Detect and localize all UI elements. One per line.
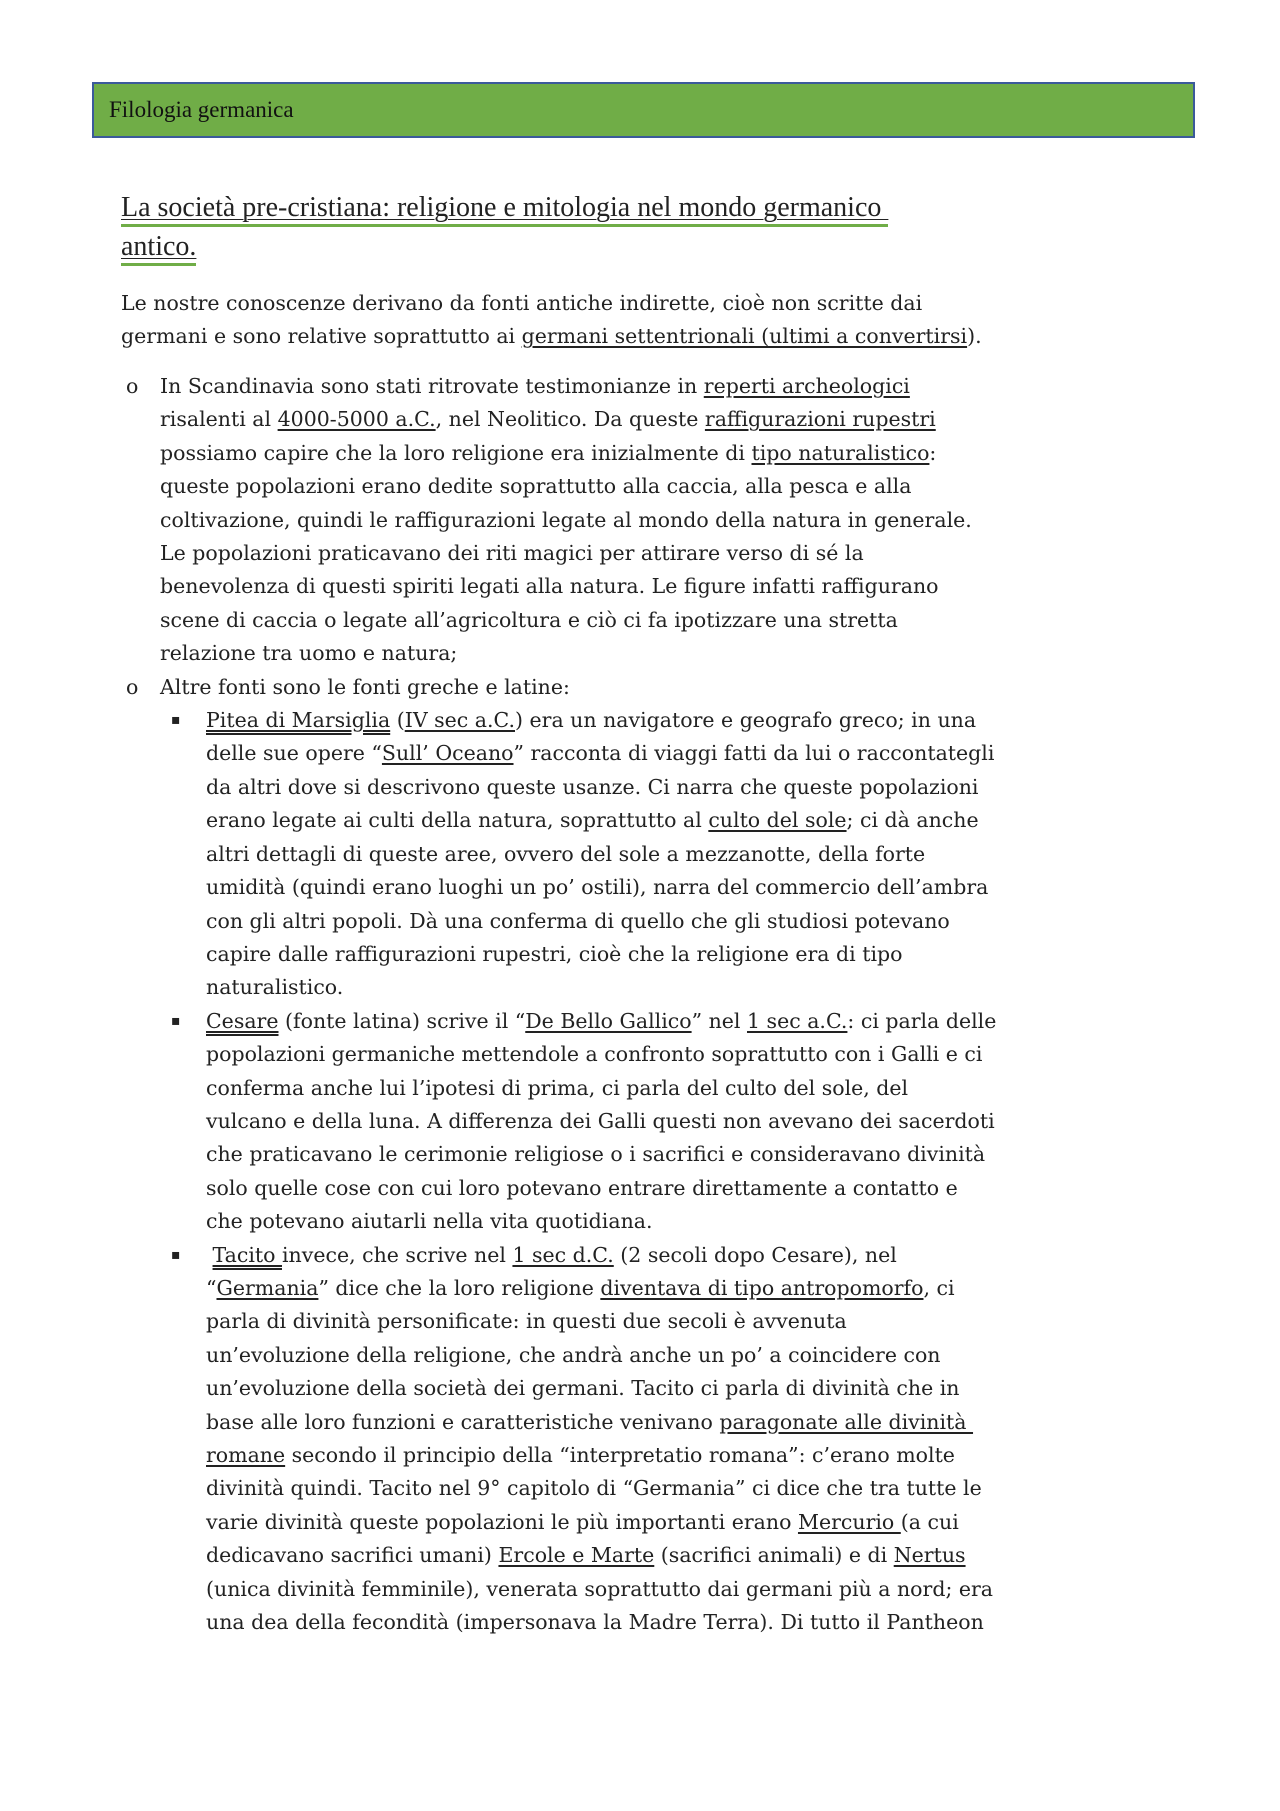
text-run: delle sue opere “ (206, 741, 382, 766)
underlined-text: Ercole e Marte (498, 1543, 655, 1568)
text-run: ) era un navigatore e geografo greco; in una (515, 708, 977, 733)
underlined-text: Cesare (206, 1008, 279, 1033)
text-line (160, 671, 1221, 704)
underlined-text: De Bello Gallico (525, 1008, 692, 1033)
text-run: vulcano e della luna. A differenza dei Galli questi non avevano dei sacerdoti (206, 1108, 995, 1133)
underlined-text: Tacito (212, 1242, 282, 1267)
text-line (160, 370, 1221, 403)
list-item (121, 1005, 1221, 1239)
text-line (206, 737, 1221, 770)
text-run: erano legate ai culti della natura, soprattutto al (206, 808, 709, 833)
underlined-text: Sull’ Oceano (381, 741, 514, 766)
text-line (206, 1239, 1221, 1272)
text-run: capire dalle raffigurazioni rupestri, cioè che la religione era di tipo (206, 941, 903, 966)
text-run: germani e sono relative soprattutto ai (121, 324, 522, 349)
underlined-text: reperti archeologici (703, 374, 910, 398)
text-run: parla di divinità personificate: in questi due secoli è avvenuta (206, 1309, 847, 1334)
text-run: naturalistico. (206, 975, 344, 1000)
text-line (160, 537, 1221, 570)
text-line (206, 1406, 1221, 1439)
text-run: Altre fonti sono le fonti greche e latine: (160, 674, 570, 699)
text-run: ; ci dà anche (846, 808, 979, 833)
square-bullet-icon: ▪ (171, 1012, 181, 1029)
text-run: , ci (923, 1275, 955, 1300)
text-line (160, 504, 1221, 537)
underlined-text: 1 sec d.C. (512, 1242, 614, 1267)
text-line (206, 1072, 1221, 1105)
text-line (206, 1305, 1221, 1338)
text-run: una dea della fecondità (impersonava la Madre Terra). Di tutto il Pantheon (206, 1610, 984, 1635)
text-run: “ (206, 1275, 217, 1300)
underlined-text: diventava di tipo antropomorfo (600, 1275, 924, 1300)
section-title-line: La società pre-cristiana: religione e mitologia nel mondo germanico (121, 192, 888, 227)
text-line (160, 604, 1221, 637)
text-line (121, 287, 982, 320)
text-line (206, 1539, 1221, 1572)
text-line (206, 1272, 1221, 1305)
text-run: (2 secoli dopo Cesare), nel (613, 1242, 897, 1267)
text-line (206, 1439, 1221, 1472)
text-line (206, 871, 1221, 904)
section-title-line: antico. (121, 231, 196, 266)
underlined-text: culto del sole (708, 808, 847, 833)
text-run: (sacrifici animali) e di (654, 1543, 894, 1568)
text-line (206, 905, 1221, 938)
text-line (206, 838, 1221, 871)
underlined-text: 4000-5000 a.C. (277, 407, 436, 432)
underlined-text: Mercurio (797, 1509, 901, 1534)
text-run: ( (390, 708, 405, 733)
text-line (160, 637, 1221, 670)
text-line (206, 771, 1221, 804)
text-line (160, 470, 1221, 503)
text-run: In Scandinavia sono stati ritrovate testimonianze in (160, 374, 704, 398)
text-run: solo quelle cose con cui loro potevano entrare direttamente a contatto e (206, 1175, 958, 1200)
text-line (206, 804, 1221, 837)
document-header-banner (92, 82, 1195, 138)
section-title (121, 188, 888, 266)
text-line (206, 1172, 1221, 1205)
text-run: (unica divinità femminile), venerata soprattutto dai germani più a nord; era (206, 1576, 994, 1601)
text-line (206, 1606, 1221, 1639)
text-run: (a cui (900, 1509, 959, 1534)
text-run: base alle loro funzioni e caratteristiche venivano (206, 1409, 720, 1434)
text-run: che potevano aiutarli nella vita quotidiana. (206, 1209, 653, 1234)
text-line (206, 1506, 1221, 1539)
intro-paragraph (121, 287, 982, 354)
text-line (206, 1472, 1221, 1505)
text-run: queste popolazioni erano dedite soprattutto alla caccia, alla pesca e alla (160, 474, 912, 499)
text-run: (fonte latina) scrive il “ (278, 1008, 526, 1033)
underlined-text: 1 sec a.C. (747, 1008, 848, 1033)
text-run: secondo il principio della “interpretatio romana”: c’erano molte (285, 1443, 955, 1467)
text-line (206, 1138, 1221, 1171)
text-run: divinità quindi. Tacito nel 9° capitolo di “Germania” ci dice che tra tutte le (206, 1476, 982, 1501)
bullet-list (121, 370, 1221, 1639)
text-line (206, 1339, 1221, 1372)
list-item (121, 671, 1221, 704)
text-line (160, 437, 1221, 470)
square-bullet-icon: ▪ (171, 712, 181, 729)
text-run: con gli altri popoli. Dà una conferma di quello che gli studiosi potevano (206, 908, 950, 933)
underlined-text: tipo naturalistico (751, 440, 930, 465)
underlined-text: germani settentrionali (ultimi a convertirsi (521, 324, 968, 349)
text-line (206, 971, 1221, 1004)
underlined-text: paragonate alle divinità (719, 1409, 974, 1434)
text-run: coltivazione, quindi le raffigurazioni legate al mondo della natura in generale. (160, 507, 972, 532)
text-line (206, 1038, 1221, 1071)
text-run: relazione tra uomo e natura; (160, 641, 458, 666)
text-line (206, 1372, 1221, 1405)
underlined-text: Germania (216, 1275, 319, 1300)
text-run: ” racconta di viaggi fatti da lui o raccontategli (513, 741, 995, 766)
text-line (160, 403, 1221, 436)
text-run: : ci parla delle (847, 1008, 997, 1033)
text-run: risalenti al (160, 407, 278, 432)
text-run: un’evoluzione della società dei germani. Tacito ci parla di divinità che in (206, 1376, 960, 1401)
text-run: umidità (quindi erano luoghi un po’ ostili), narra del commercio dell’ambra (206, 875, 989, 900)
text-run: scene di caccia o legate all’agricoltura e ciò ci fa ipotizzare una stretta (160, 607, 898, 632)
text-line (206, 1205, 1221, 1238)
text-run: che praticavano le cerimonie religiose o i sacrifici e consideravano divinità (206, 1142, 986, 1167)
circle-bullet-icon: o (126, 374, 139, 398)
underlined-text: Pitea di Marsiglia (206, 708, 391, 733)
text-line (206, 938, 1221, 971)
underlined-text: raffigurazioni rupestri (704, 407, 936, 432)
text-line (206, 1005, 1221, 1038)
header-title: Filologia germanica (109, 97, 294, 122)
text-run: , nel Neolitico. Da queste (435, 407, 705, 432)
text-line (206, 704, 1221, 737)
text-run: popolazioni germaniche mettendole a confronto soprattutto con i Galli e ci (206, 1042, 983, 1067)
text-line (206, 1105, 1221, 1138)
text-run: ” nel (691, 1008, 747, 1033)
underlined-text: IV sec a.C. (404, 708, 515, 733)
text-run: da altri dove si descrivono queste usanze. Ci narra che queste popolazioni (206, 774, 979, 799)
text-run: : (929, 440, 937, 465)
text-run: benevolenza di questi spiriti legati alla natura. Le figure infatti raffigurano (160, 574, 939, 599)
underlined-text: romane (206, 1443, 286, 1467)
text-run: invece, che scrive nel (281, 1242, 513, 1267)
text-run: ). (967, 324, 982, 349)
text-run: altri dettagli di queste aree, ovvero del sole a mezzanotte, della forte (206, 841, 926, 866)
text-run: un’evoluzione della religione, che andrà anche un po’ a coincidere con (206, 1342, 941, 1367)
text-line (121, 320, 982, 353)
underlined-text: Nertus (893, 1543, 966, 1568)
circle-bullet-icon: o (126, 674, 139, 699)
text-run: varie divinità queste popolazioni le più importanti erano (206, 1509, 798, 1534)
text-run: possiamo capire che la loro religione era inizialmente di (160, 440, 752, 465)
text-run: Le nostre conoscenze derivano da fonti antiche indirette, cioè non scritte dai (121, 291, 923, 315)
list-item (121, 704, 1221, 1005)
text-run: conferma anche lui l’ipotesi di prima, ci parla del culto del sole, del (206, 1075, 909, 1100)
text-line (160, 570, 1221, 603)
square-bullet-icon: ▪ (171, 1246, 181, 1263)
text-run: Le popolazioni praticavano dei riti magici per attirare verso di sé la (160, 541, 864, 566)
text-line (206, 1573, 1221, 1606)
list-item (121, 370, 1221, 671)
text-run: dedicavano sacrifici umani) (206, 1543, 499, 1568)
text-run: ” dice che la loro religione (318, 1275, 601, 1300)
list-item (121, 1239, 1221, 1640)
